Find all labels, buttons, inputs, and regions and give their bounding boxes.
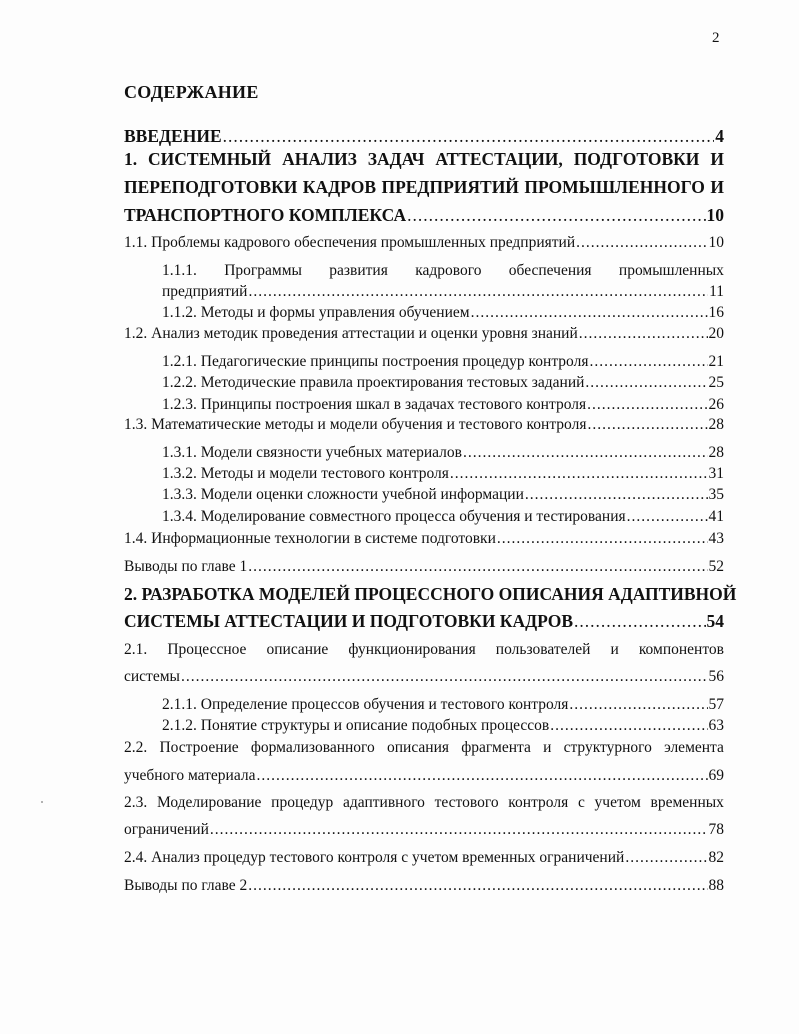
toc-word: 1.1.1.: [162, 262, 197, 279]
dot-leader: [248, 877, 707, 895]
dot-leader: [625, 849, 707, 867]
toc-entry-1-3-2[interactable]: [162, 465, 724, 483]
toc-entry-title: Выводы по главе 2: [124, 877, 248, 894]
toc-entry-title: ВВЕДЕНИЕ: [124, 126, 222, 146]
toc-word: компонентов: [638, 641, 724, 658]
toc-entry-title: учебного материала: [124, 767, 256, 784]
toc-word: обеспечения: [508, 262, 592, 279]
toc-entry-title: 2.4. Анализ процедур тестового контроля с учетом временных ограничений: [124, 849, 625, 866]
toc-word: 2.2.: [124, 739, 148, 756]
toc-entry-title: 1.2.1. Педагогические принципы построения процедур контроля: [162, 353, 589, 370]
toc-entry-conclusion-1[interactable]: [124, 558, 724, 576]
toc-word: 2.1.: [124, 641, 148, 658]
dot-leader: [256, 767, 707, 785]
toc-word: Программы: [224, 262, 302, 279]
dot-leader: [589, 353, 707, 371]
toc-entry-1-1[interactable]: [124, 234, 724, 252]
toc-word: и: [610, 641, 619, 658]
toc-word: ПРЕДПРИЯТИЙ: [381, 177, 519, 197]
toc-entry-2-1-line-1[interactable]: [124, 641, 724, 659]
toc-entry-chapter-1-line-2[interactable]: [124, 177, 724, 198]
toc-word: с: [577, 794, 585, 811]
toc-page-number: 10: [706, 205, 724, 225]
dot-leader: [471, 304, 708, 322]
dot-leader: [525, 486, 708, 504]
toc-word: Процессное: [167, 641, 247, 658]
toc-word: 1.: [124, 149, 138, 169]
toc-page-number: 10: [708, 234, 724, 251]
toc-word: адаптивного: [343, 794, 425, 811]
toc-word: учетом: [594, 794, 641, 811]
toc-word: тестового: [434, 794, 499, 811]
toc-entry-2-3-line-2[interactable]: [124, 821, 724, 839]
toc-word: АНАЛИЗ: [282, 149, 357, 169]
toc-page-number: 69: [708, 767, 724, 784]
toc-entry-title: 1.3. Математические методы и модели обучения и тестового контроля: [124, 416, 587, 433]
dot-leader: [579, 325, 708, 343]
toc-entry-title: 1.2. Анализ методик проведения аттестации и оценки уровня знаний: [124, 325, 578, 342]
toc-word: описания: [386, 739, 449, 756]
toc-word: промышленных: [618, 262, 724, 279]
toc-page-number: 28: [708, 444, 724, 461]
toc-entry-conclusion-2[interactable]: [124, 877, 724, 895]
toc-page-number: 56: [708, 668, 724, 685]
toc-entry-intro[interactable]: [124, 126, 724, 147]
toc-page-number: 88: [708, 877, 724, 894]
toc-page-number: 41: [708, 508, 724, 525]
toc-page-number: 63: [708, 717, 724, 734]
dot-leader: [210, 821, 708, 839]
toc-page-number: 78: [708, 821, 724, 838]
toc-entry-1-4[interactable]: [124, 530, 724, 548]
toc-word: контроля: [508, 794, 569, 811]
toc-entry-2-2-line-2[interactable]: [124, 767, 724, 785]
toc-entry-1-2[interactable]: [124, 325, 724, 343]
dot-leader: [407, 205, 705, 226]
toc-word: и: [543, 739, 552, 756]
toc-word: Моделирование: [156, 794, 262, 811]
toc-entry-2-1-line-2[interactable]: [124, 668, 724, 686]
toc-entry-1-3-3[interactable]: [162, 486, 724, 504]
toc-entry-1-3-4[interactable]: [162, 508, 724, 526]
toc-page-number: 26: [708, 396, 724, 413]
toc-word: функционирования: [348, 641, 476, 658]
toc-word: структурного: [563, 739, 652, 756]
toc-word: И: [710, 177, 724, 197]
dot-leader: [587, 416, 707, 434]
toc-entry-title: 1.1. Проблемы кадрового обеспечения промышленных предприятий: [124, 234, 576, 251]
toc-page-number: 20: [708, 325, 724, 342]
toc-page-number: 25: [708, 374, 724, 391]
toc-word: процедур: [271, 794, 334, 811]
toc-entry-title: 1.3.2. Методы и модели тестового контроля: [162, 465, 449, 482]
toc-page-number: 11: [709, 283, 724, 300]
toc-entry-chapter-2-line-2[interactable]: [124, 611, 724, 632]
toc-page-number: 21: [708, 353, 724, 370]
toc-word: элемента: [664, 739, 724, 756]
toc-entry-chapter-1-line-1[interactable]: [124, 149, 724, 170]
toc-word: пользователей: [495, 641, 591, 658]
toc-word: 2.3.: [124, 794, 148, 811]
toc-page-number: 52: [708, 558, 724, 575]
toc-page-number: 16: [708, 304, 724, 321]
toc-entry-chapter-1-line-3[interactable]: [124, 205, 724, 226]
toc-entry-2-1-1[interactable]: [162, 696, 724, 714]
toc-word: ЗАДАЧ: [367, 149, 425, 169]
dot-leader: [585, 374, 707, 392]
toc-entry-title: системы: [124, 668, 180, 685]
dot-leader: [627, 508, 708, 526]
toc-entry-1-2-1[interactable]: [162, 353, 724, 371]
toc-page-number: 54: [706, 611, 724, 631]
toc-entry-1-1-2[interactable]: [162, 304, 724, 322]
dot-leader: [497, 530, 708, 548]
toc-page-number: 31: [708, 465, 724, 482]
toc-entry-title: предприятий: [162, 283, 248, 300]
toc-page-number: 35: [708, 486, 724, 503]
toc-word: описание: [266, 641, 329, 658]
dot-leader: [181, 668, 708, 686]
toc-entry-title: 1.2.3. Принципы построения шкал в задачах тестового контроля: [162, 396, 587, 413]
toc-entry-chapter-2-line-1[interactable]: [124, 584, 737, 605]
toc-word: ПРОМЫШЛЕННОГО: [524, 177, 705, 197]
toc-entry-title: ограничений: [124, 821, 209, 838]
toc-entry-title: Выводы по главе 1: [124, 558, 248, 575]
page-number: 2: [712, 30, 720, 46]
dot-leader: [569, 696, 707, 714]
toc-entry-1-1-1-line-1[interactable]: [162, 262, 724, 280]
toc-page-number: 28: [708, 416, 724, 433]
toc-page-number: 82: [708, 849, 724, 866]
toc-entry-title: 1.3.4. Моделирование совместного процесса обучения и тестирования: [162, 508, 626, 525]
toc-entry-title: 1.3.3. Модели оценки сложности учебной информации: [162, 486, 524, 503]
toc-page-number: 4: [715, 126, 724, 146]
toc-word: И: [710, 149, 724, 169]
toc-entry-title: 2. РАЗРАБОТКА МОДЕЛЕЙ ПРОЦЕССНОГО ОПИСАНИЯ АДАПТИВНОЙ: [124, 584, 737, 604]
toc-word: развития: [329, 262, 388, 279]
toc-word: СИСТЕМНЫЙ: [148, 149, 272, 169]
toc-word: кадрового: [415, 262, 482, 279]
toc-entry-2-2-line-1[interactable]: [124, 739, 724, 757]
toc-word: КАДРОВ: [302, 177, 377, 197]
toc-word: АТТЕСТАЦИИ,: [435, 149, 563, 169]
dot-leader: [248, 558, 707, 576]
page-title: СОДЕРЖАНИЕ: [124, 82, 259, 102]
toc-entry-title: 1.4. Информационные технологии в системе подготовки: [124, 530, 496, 547]
dot-leader: [463, 444, 708, 462]
toc-word: фрагмента: [461, 739, 531, 756]
scan-speck: [41, 801, 43, 803]
toc-entry-title: 2.1.2. Понятие структуры и описание подобных процессов: [162, 717, 550, 734]
toc-word: временных: [650, 794, 724, 811]
toc-word: формализованного: [250, 739, 375, 756]
toc-entry-2-4[interactable]: [124, 849, 724, 867]
dot-leader: [587, 396, 707, 414]
toc-page-number: 57: [708, 696, 724, 713]
dot-leader: [574, 611, 705, 632]
toc-word: ПОДГОТОВКИ: [573, 149, 700, 169]
dot-leader: [576, 234, 707, 252]
toc-entry-title: 1.2.2. Методические правила проектирования тестовых заданий: [162, 374, 585, 391]
toc-entry-title: 1.3.1. Модели связности учебных материалов: [162, 444, 462, 461]
toc-entry-title: 2.1.1. Определение процессов обучения и тестового контроля: [162, 696, 569, 713]
toc-entry-1-1-1-line-2[interactable]: [162, 283, 724, 301]
dot-leader: [223, 126, 715, 147]
toc-entry-1-2-3[interactable]: [162, 396, 724, 414]
dot-leader: [248, 283, 708, 301]
toc-page-number: 43: [708, 530, 724, 547]
toc-word: Построение: [159, 739, 239, 756]
toc-entry-title: 1.1.2. Методы и формы управления обучением: [162, 304, 470, 321]
dot-leader: [550, 717, 707, 735]
toc-word: ПЕРЕПОДГОТОВКИ: [124, 177, 298, 197]
toc-entry-2-3-line-1[interactable]: [124, 794, 724, 812]
toc-entry-1-3[interactable]: [124, 416, 724, 434]
toc-entry-title: СИСТЕМЫ АТТЕСТАЦИИ И ПОДГОТОВКИ КАДРОВ: [124, 611, 574, 631]
toc-entry-title: ТРАНСПОРТНОГО КОМПЛЕКСА: [124, 205, 407, 225]
toc-entry-2-1-2[interactable]: [162, 717, 724, 735]
toc-entry-1-2-2[interactable]: [162, 374, 724, 392]
dot-leader: [450, 465, 708, 483]
toc-entry-1-3-1[interactable]: [162, 444, 724, 462]
